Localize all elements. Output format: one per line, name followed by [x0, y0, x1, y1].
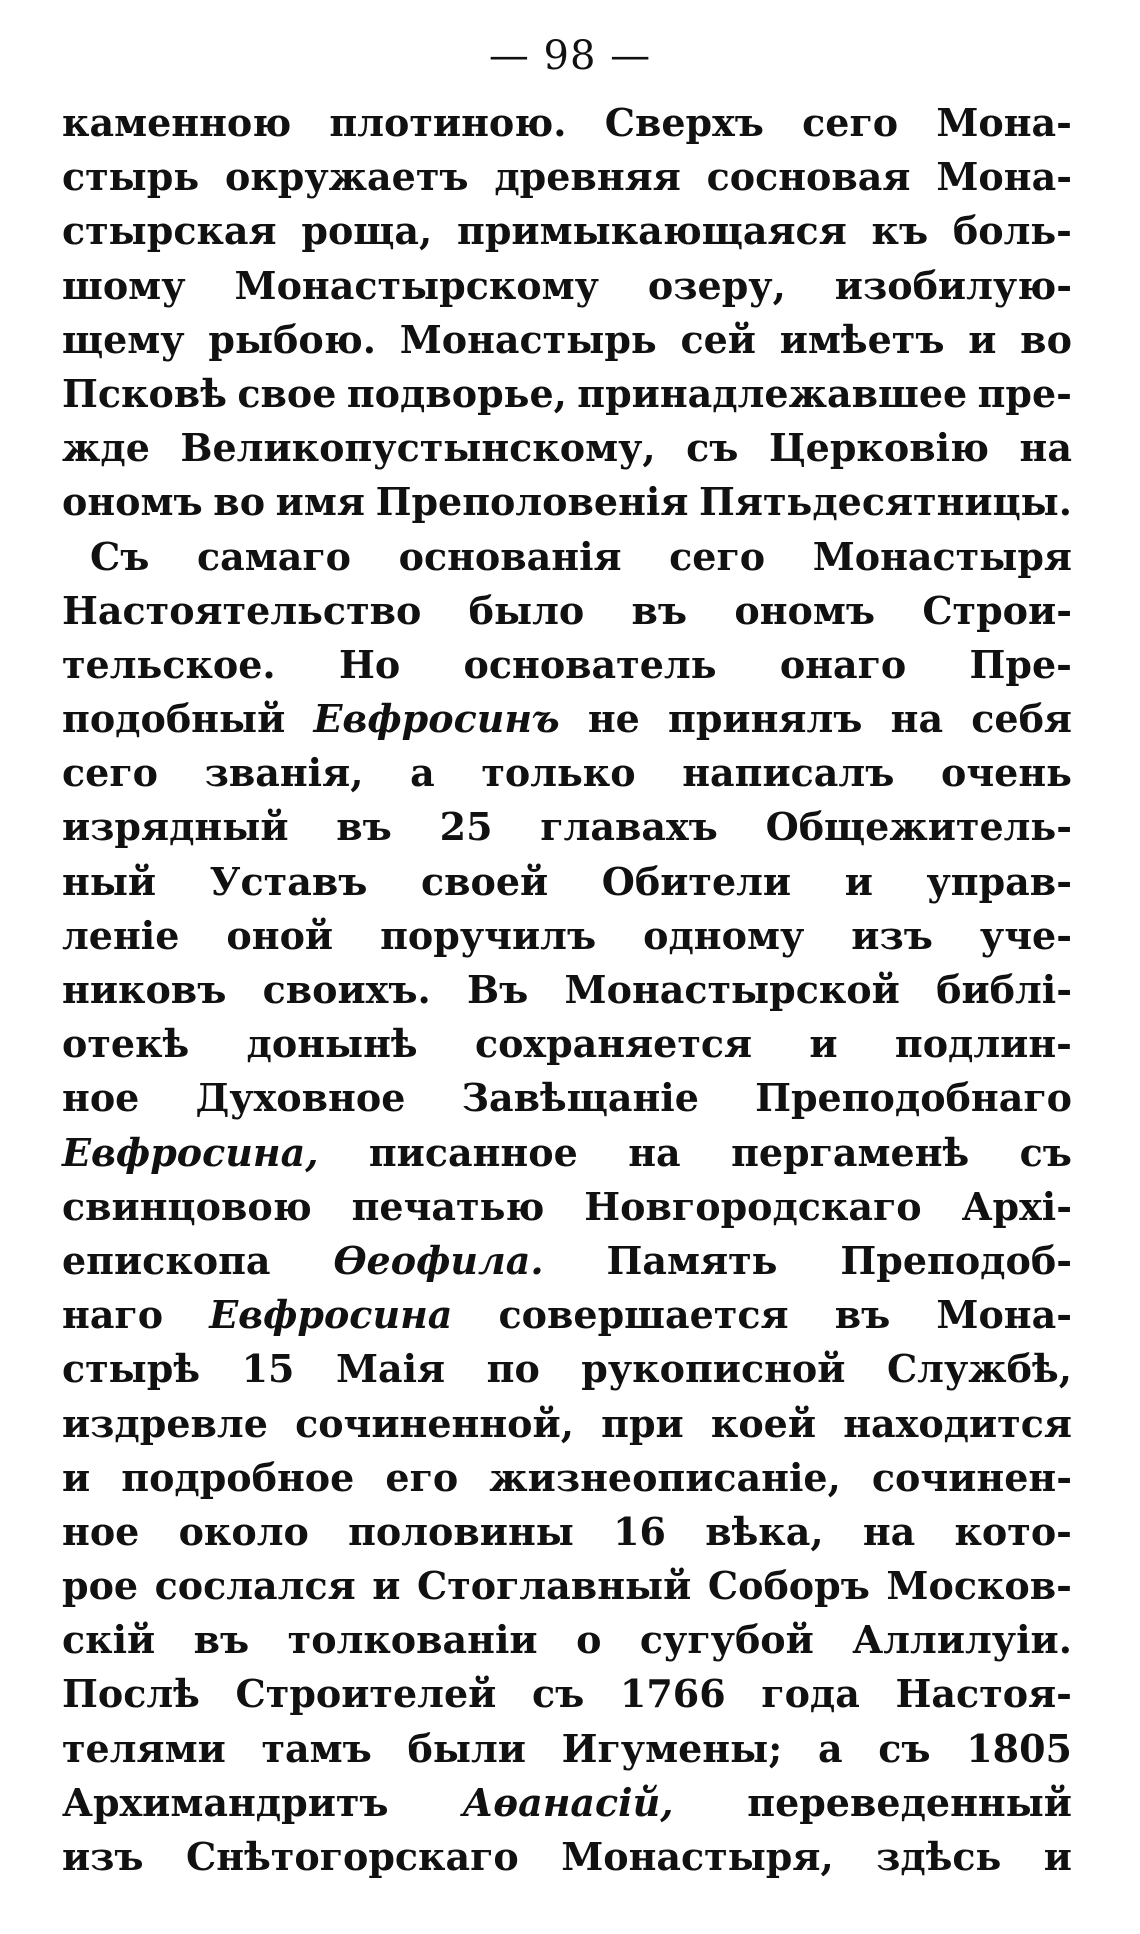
word: и [844, 858, 873, 904]
word: въ [834, 1292, 891, 1338]
word: леніе [62, 912, 180, 958]
word: изъ [851, 912, 933, 958]
word: сей [680, 316, 756, 362]
word: сочиненной, [295, 1400, 574, 1446]
word: Мона- [936, 100, 1072, 145]
text-line [62, 1726, 1072, 1780]
word: тельское. [62, 641, 276, 687]
word: поручилъ [380, 912, 597, 958]
text-line [62, 1292, 1072, 1346]
word: года [761, 1671, 860, 1717]
word: озеру, [647, 262, 786, 308]
word: щему [62, 316, 185, 362]
word: 1805 [966, 1725, 1072, 1771]
word: Завѣщаніе [461, 1075, 699, 1121]
word: Обители [601, 858, 792, 904]
word: пергаменѣ [731, 1129, 970, 1175]
word: управ- [926, 858, 1072, 904]
word: вѣка, [705, 1508, 824, 1554]
word: онаго [779, 641, 907, 687]
text-line [62, 750, 1072, 804]
word: сего [802, 100, 899, 145]
word: во [1020, 316, 1072, 362]
text-line [62, 913, 1072, 967]
word: Сверхъ [604, 100, 764, 145]
word: стырь [62, 154, 200, 200]
word: 1766 [619, 1671, 726, 1717]
text-line [62, 804, 1072, 858]
word: толкованіи [287, 1617, 538, 1663]
word: одному [643, 912, 805, 958]
word: на [862, 1508, 916, 1554]
word: сослался [154, 1563, 356, 1609]
text-line [62, 588, 1072, 642]
word: рыбою. [208, 316, 376, 362]
word: Службѣ, [886, 1346, 1072, 1392]
word: принялъ [668, 696, 863, 742]
word: написалъ [682, 750, 895, 796]
word: по [486, 1346, 540, 1392]
word: епископа [62, 1237, 271, 1283]
word: Преподоб- [840, 1237, 1072, 1283]
word: самаго [196, 533, 352, 579]
word: Мона- [936, 154, 1072, 200]
word: Общежитель- [765, 804, 1072, 850]
word: печатью [351, 1183, 545, 1229]
word: и [372, 1563, 401, 1609]
text-line [62, 479, 1072, 533]
word: жде [62, 425, 150, 471]
word: Монастырскому [234, 262, 599, 308]
text-line [62, 100, 1072, 154]
word: подобный [62, 696, 286, 742]
word: во [213, 479, 266, 525]
text-line [62, 1021, 1072, 1075]
word: Церковію [768, 425, 990, 471]
word: Игумены; [561, 1725, 783, 1771]
text-line [62, 642, 1072, 696]
word: своей [420, 858, 549, 904]
word: Послѣ [62, 1671, 200, 1717]
text-line [62, 1401, 1072, 1455]
word: Монастырь [399, 316, 657, 362]
word: и [809, 1021, 838, 1067]
word: Аллилуіи. [852, 1617, 1072, 1663]
word: съ [878, 1725, 931, 1771]
word: Монастыря, [561, 1834, 834, 1879]
word: было [468, 587, 585, 633]
word: боль- [952, 208, 1072, 254]
text-line [62, 1834, 1072, 1888]
word: и [968, 316, 997, 362]
word: на [1019, 425, 1072, 471]
word: основанія [398, 533, 622, 579]
word: Духовное [195, 1075, 406, 1121]
word: издревле [62, 1400, 268, 1446]
word: тамъ [261, 1725, 372, 1771]
word: Строи- [922, 587, 1072, 633]
word: а [817, 1725, 843, 1771]
word: Пре- [969, 641, 1072, 687]
word: Мона- [936, 1292, 1072, 1338]
word: писанное [368, 1129, 578, 1175]
word: на [890, 696, 944, 742]
word: а [410, 750, 435, 796]
word: въ [336, 804, 392, 850]
word: 25 [439, 804, 493, 850]
word: основатель [463, 641, 717, 687]
word: оной [226, 912, 334, 958]
word: находится [843, 1400, 1072, 1446]
word: около [178, 1508, 309, 1554]
text-line [62, 1509, 1072, 1563]
word: Архимандритъ [62, 1779, 389, 1825]
word: на [628, 1129, 681, 1175]
word: Снѣтогорскаго [186, 1834, 519, 1879]
word: рукописной [581, 1346, 846, 1392]
word: каменною [62, 100, 292, 145]
word: примыкающаяся [457, 208, 847, 254]
word: ономъ [62, 479, 203, 525]
text-line [62, 1563, 1072, 1617]
word: съ [531, 1671, 585, 1717]
text-line [62, 534, 1072, 588]
word: Настоятельство [62, 587, 422, 633]
word: сего [62, 750, 158, 796]
text-line [62, 317, 1072, 371]
word: Стоглавный [416, 1563, 692, 1609]
word: отекѣ [62, 1021, 190, 1067]
word: были [407, 1725, 526, 1771]
word: своихъ. [262, 967, 431, 1012]
word: кото- [954, 1508, 1072, 1554]
word: донынѣ [246, 1021, 418, 1067]
word: подлин- [894, 1021, 1072, 1067]
word: половины [348, 1508, 574, 1554]
word: сохраняется [474, 1021, 753, 1067]
word: никовъ [62, 967, 227, 1012]
word: его [385, 1454, 459, 1500]
word: Соборъ [707, 1563, 870, 1609]
word: телями [62, 1725, 226, 1771]
word: себя [971, 696, 1072, 742]
text-line [62, 1780, 1072, 1834]
text-line [62, 859, 1072, 913]
word: Новгородскаго [584, 1183, 922, 1229]
word: Москов- [886, 1563, 1072, 1609]
word: коей [710, 1400, 817, 1446]
word: изрядный [62, 804, 289, 850]
word: сосновая [706, 154, 911, 200]
page-number: — 98 — [488, 33, 652, 79]
word: библі- [936, 967, 1072, 1012]
word: Но [338, 641, 401, 687]
italic-name: Ѳеофила. [333, 1237, 544, 1283]
word: при [601, 1400, 684, 1446]
word: ное [62, 1075, 140, 1121]
italic-name: Евфросинъ [313, 696, 560, 742]
word: изобилую- [834, 262, 1072, 308]
italic-name: Евфросина, [62, 1129, 319, 1175]
text-line [62, 425, 1072, 479]
word: уче- [979, 912, 1072, 958]
word: и [62, 1454, 91, 1500]
word: скій [62, 1617, 156, 1663]
word: роща, [301, 208, 433, 254]
word: ный [62, 858, 157, 904]
word: ономъ [734, 587, 876, 633]
word: Строителей [235, 1671, 497, 1717]
word: Архі- [961, 1183, 1072, 1229]
word: главахъ [540, 804, 718, 850]
word: ное [62, 1508, 140, 1554]
word: Память [606, 1237, 778, 1283]
word: Пятьдесятницы. [699, 479, 1072, 525]
word: званія, [204, 750, 364, 796]
word: съ [686, 425, 739, 471]
word: подробное [121, 1454, 355, 1500]
word: подворье, [346, 370, 567, 416]
word: стырская [62, 208, 277, 254]
text-line [62, 1617, 1072, 1671]
text-line [62, 967, 1072, 1021]
word: Псковѣ [62, 370, 227, 416]
word: не [587, 696, 640, 742]
word: Маія [335, 1346, 446, 1392]
text-line [62, 154, 1072, 208]
word: сего [669, 533, 766, 579]
word: жизнеописаніе, [489, 1454, 841, 1500]
word: Преподобнаго [755, 1075, 1072, 1121]
word: свинцовою [62, 1183, 312, 1229]
italic-name: Евфросина [209, 1292, 453, 1338]
text-line [62, 263, 1072, 317]
word: шому [62, 262, 186, 308]
word: наго [62, 1292, 164, 1338]
text-line [62, 208, 1072, 262]
word: Монастырской [564, 967, 900, 1012]
text-line [62, 1455, 1072, 1509]
word: 16 [613, 1508, 666, 1554]
text-line [62, 1075, 1072, 1129]
word: сочинен- [871, 1454, 1072, 1500]
word: плотиною. [329, 100, 567, 145]
word: въ [193, 1617, 250, 1663]
text-line [62, 1238, 1072, 1292]
word: Настоя- [895, 1671, 1072, 1717]
word: имя [275, 479, 365, 525]
word: древняя [494, 154, 681, 200]
word: рое [62, 1563, 139, 1609]
word: совершается [498, 1292, 789, 1338]
word: очень [941, 750, 1072, 796]
word: окружаетъ [224, 154, 469, 200]
text-line [62, 1671, 1072, 1725]
word: здѣсь [876, 1834, 1002, 1879]
word: къ [871, 208, 929, 254]
text-line [62, 1130, 1072, 1184]
word: только [481, 750, 636, 796]
word: имѣетъ [779, 316, 945, 362]
text-line [62, 1184, 1072, 1238]
word: Преполовенія [375, 479, 689, 525]
word: Въ [466, 967, 529, 1012]
word: переведенный [747, 1779, 1072, 1825]
word: съ [1019, 1129, 1072, 1175]
word: о [576, 1617, 602, 1663]
text-line [62, 1346, 1072, 1400]
word: изъ [62, 1834, 144, 1879]
word: Великопустынскому, [180, 425, 656, 471]
word: пре- [977, 370, 1072, 416]
word: Съ [90, 533, 150, 579]
word: свое [237, 370, 337, 416]
word: Уставъ [209, 858, 368, 904]
word: 15 [241, 1346, 295, 1392]
word: и [1043, 1834, 1072, 1879]
word: Монастыря [812, 533, 1072, 579]
body-text [62, 100, 1072, 1888]
word: принадлежавшее [577, 370, 968, 416]
word: въ [631, 587, 688, 633]
text-line [62, 371, 1072, 425]
italic-name: Аѳанасій, [462, 1779, 674, 1825]
text-line [62, 696, 1072, 750]
word: сугубой [639, 1617, 814, 1663]
word: стырѣ [62, 1346, 201, 1392]
